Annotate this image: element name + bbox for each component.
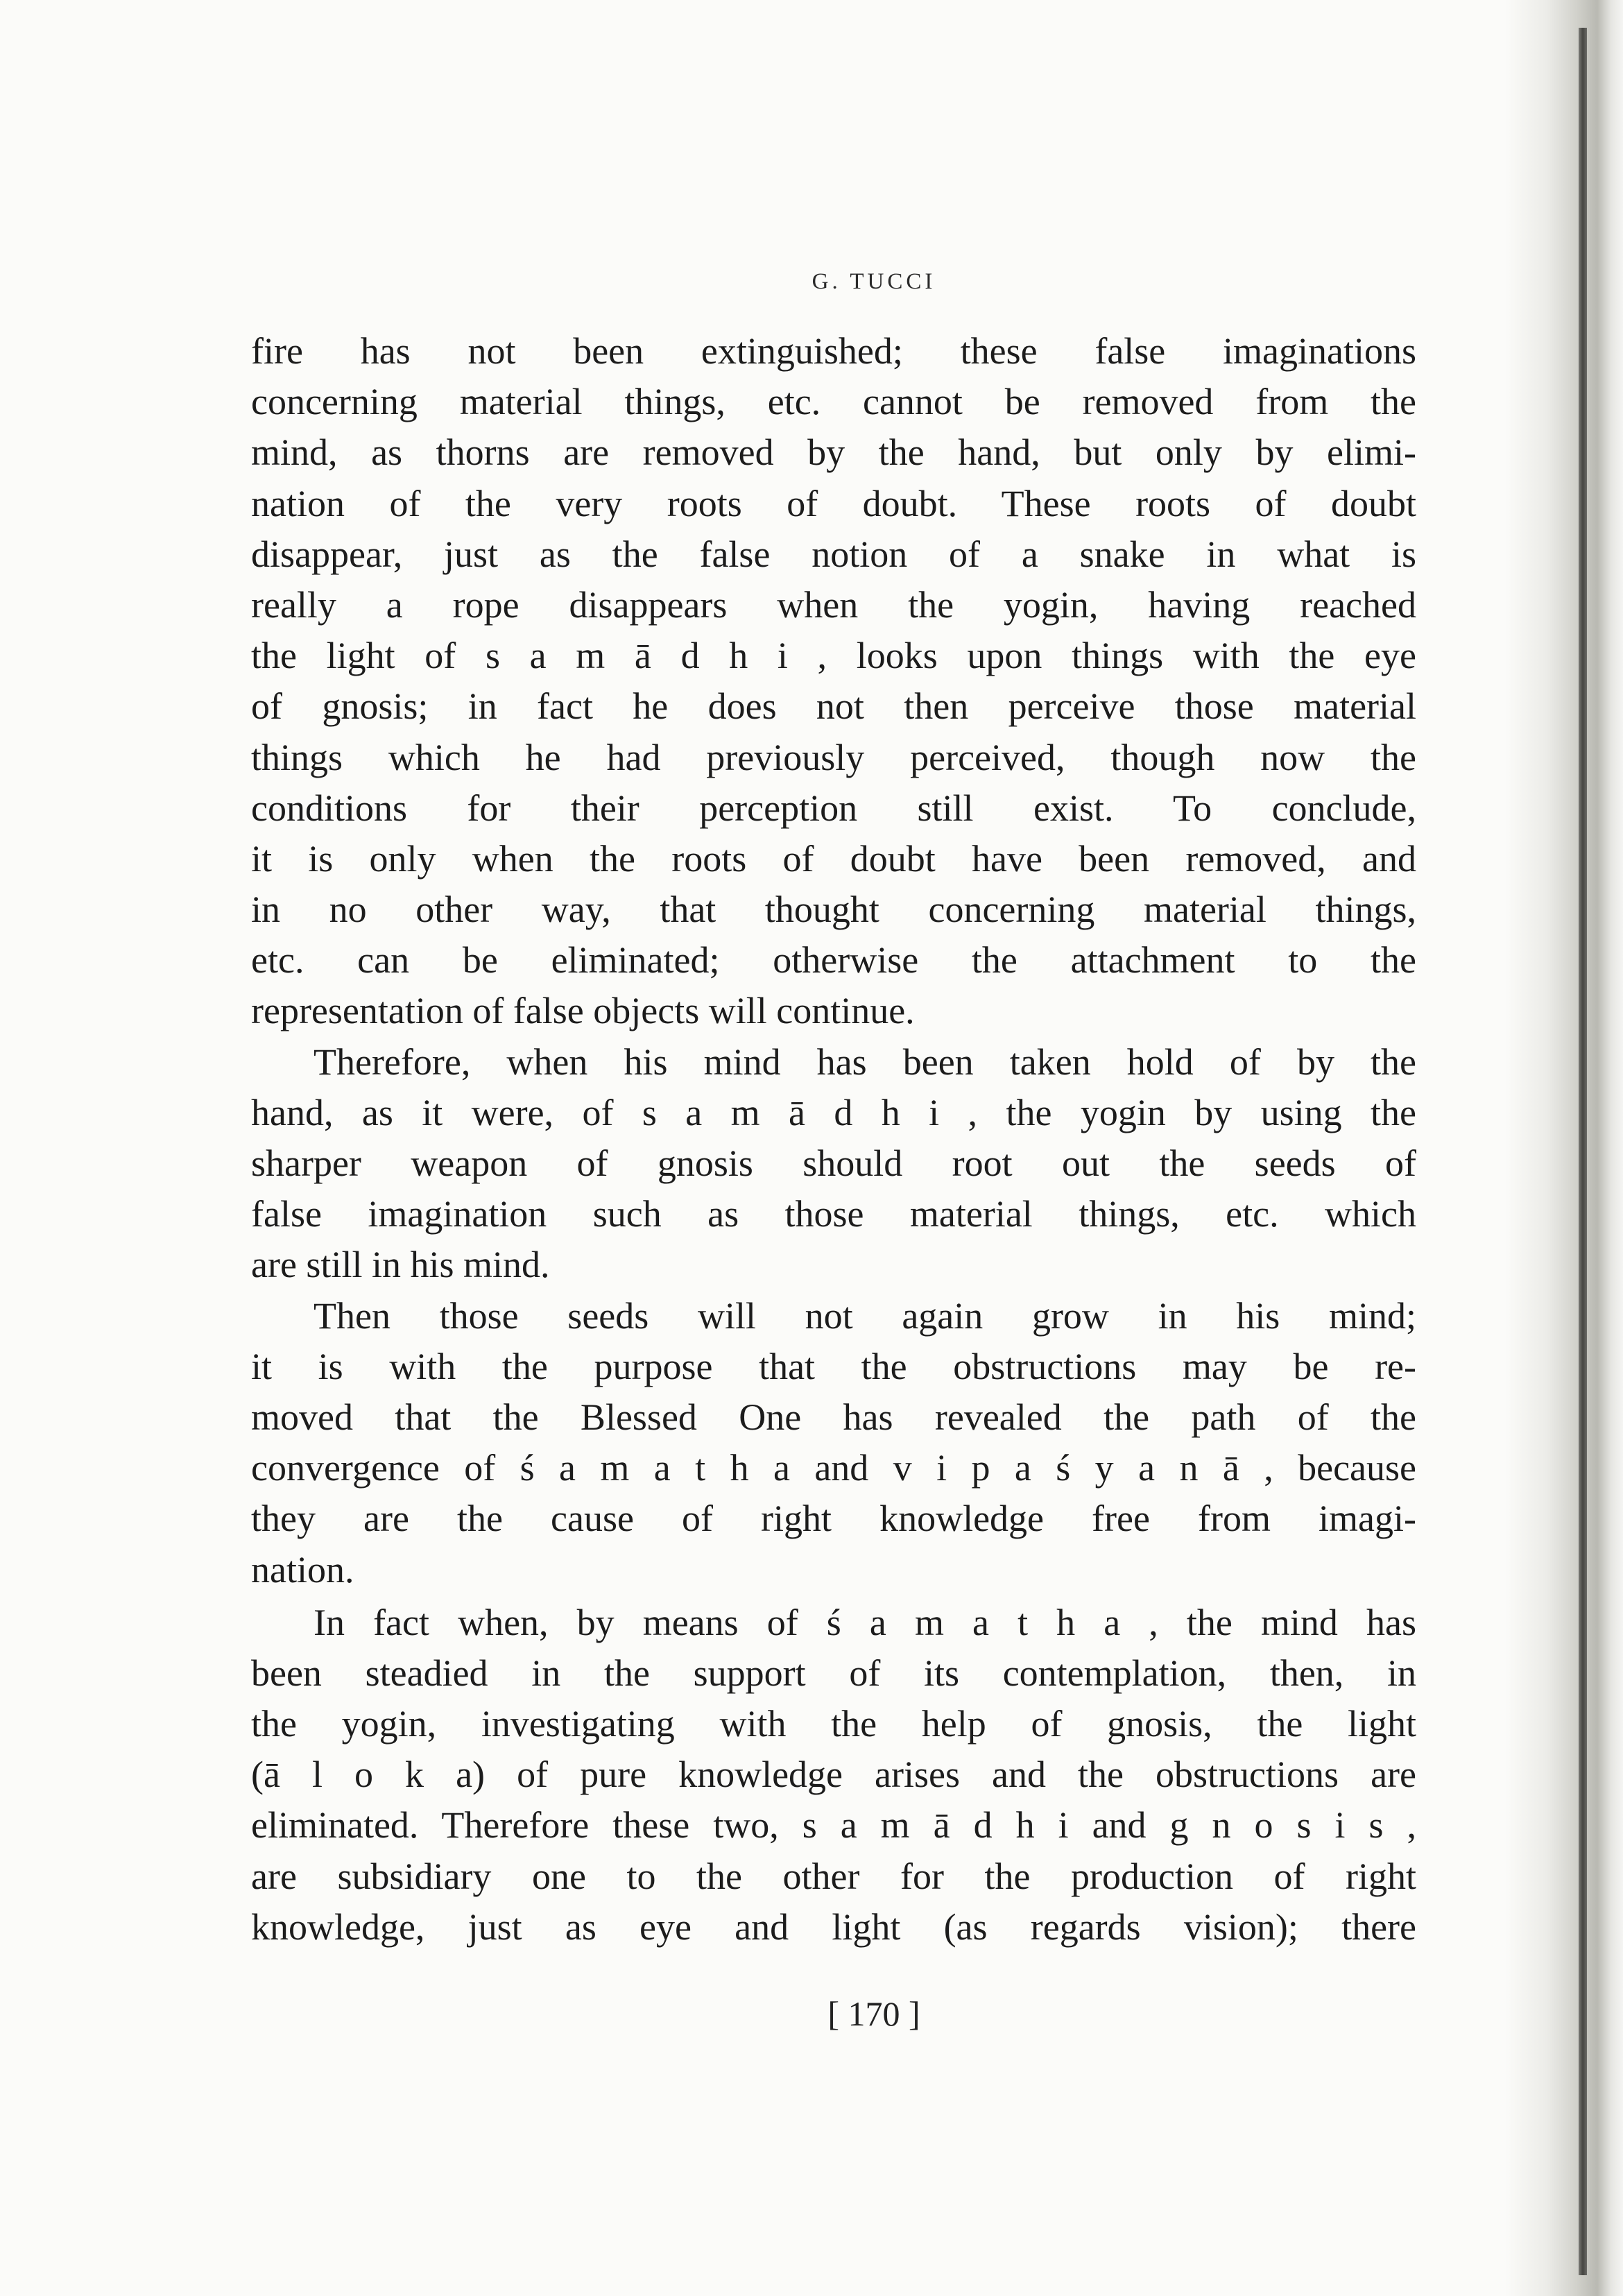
- text-line: Then those seeds will not again grow in his mind;: [314, 1294, 1416, 1337]
- page-number: [ 170 ]: [827, 1994, 920, 2033]
- text-line: the light of s a m ā d h i , looks upon things with the eye: [251, 635, 1416, 677]
- text-line: really a rope disappears when the yogin, having reached: [251, 583, 1416, 626]
- text-line: been steadied in the support of its contemplation, then, in: [251, 1652, 1416, 1694]
- paragraph: [251, 1291, 1416, 1595]
- paragraph: [251, 1037, 1416, 1291]
- text-line: are still in his mind.: [251, 1244, 550, 1286]
- text-line: In fact when, by means of ś a m a t h a , the mind has: [314, 1601, 1416, 1643]
- text-line: nation.: [251, 1548, 354, 1591]
- text-line: things which he had previously perceived, though now the: [251, 736, 1416, 778]
- text-line: etc. can be eliminated; otherwise the attachment to the: [251, 939, 1416, 982]
- binding-shadow: [1579, 28, 1587, 2275]
- text-line: hand, as it were, of s a m ā d h i , the yogin by using the: [251, 1091, 1416, 1133]
- paragraph: [251, 1597, 1416, 1953]
- paragraph: [251, 326, 1416, 1037]
- text-line: nation of the very roots of doubt. These roots of doubt: [251, 482, 1416, 524]
- text-line: moved that the Blessed One has revealed the path of the: [251, 1396, 1416, 1438]
- text-line: in no other way, that thought concerning material things,: [251, 889, 1416, 931]
- text-line: convergence of ś a m a t h a and v i p a ś y a n ā , because: [251, 1447, 1416, 1489]
- text-line: sharper weapon of gnosis should root out the seeds of: [251, 1142, 1416, 1184]
- text-line: knowledge, just as eye and light (as regards vision); there: [251, 1905, 1416, 1948]
- text-line: representation of false objects will continue.: [251, 990, 915, 1032]
- text-line: fire has not been extinguished; these false imaginations: [251, 330, 1416, 372]
- text-line: they are the cause of right knowledge free from imagi-: [251, 1498, 1416, 1540]
- text-line: are subsidiary one to the other for the production of right: [251, 1855, 1416, 1897]
- binding-gutter: [1505, 0, 1623, 2296]
- running-head: G. TUCCI: [812, 269, 936, 294]
- text-line: disappear, just as the false notion of a snake in what is: [251, 533, 1416, 575]
- text-line: (ā l o k a) of pure knowledge arises and the obstructions are: [251, 1754, 1416, 1796]
- text-line: the yogin, investigating with the help of gnosis, the light: [251, 1703, 1416, 1745]
- text-line: conditions for their perception still exist. To conclude,: [251, 787, 1416, 829]
- text-line: false imagination such as those material things, etc. which: [251, 1193, 1416, 1235]
- text-line: it is only when the roots of doubt have been removed, and: [251, 837, 1416, 880]
- text-line: it is with the purpose that the obstructions may be re-: [251, 1345, 1416, 1387]
- text-line: eliminated. Therefore these two, s a m ā d h i and g n o s i s ,: [251, 1804, 1416, 1847]
- text-line: mind, as thorns are removed by the hand, but only by elimi-: [251, 431, 1416, 474]
- text-line: Therefore, when his mind has been taken hold of by the: [314, 1040, 1416, 1083]
- body-text: [251, 326, 1416, 1953]
- text-line: concerning material things, etc. cannot be removed from the: [251, 381, 1416, 423]
- text-line: of gnosis; in fact he does not then perceive those material: [251, 685, 1416, 728]
